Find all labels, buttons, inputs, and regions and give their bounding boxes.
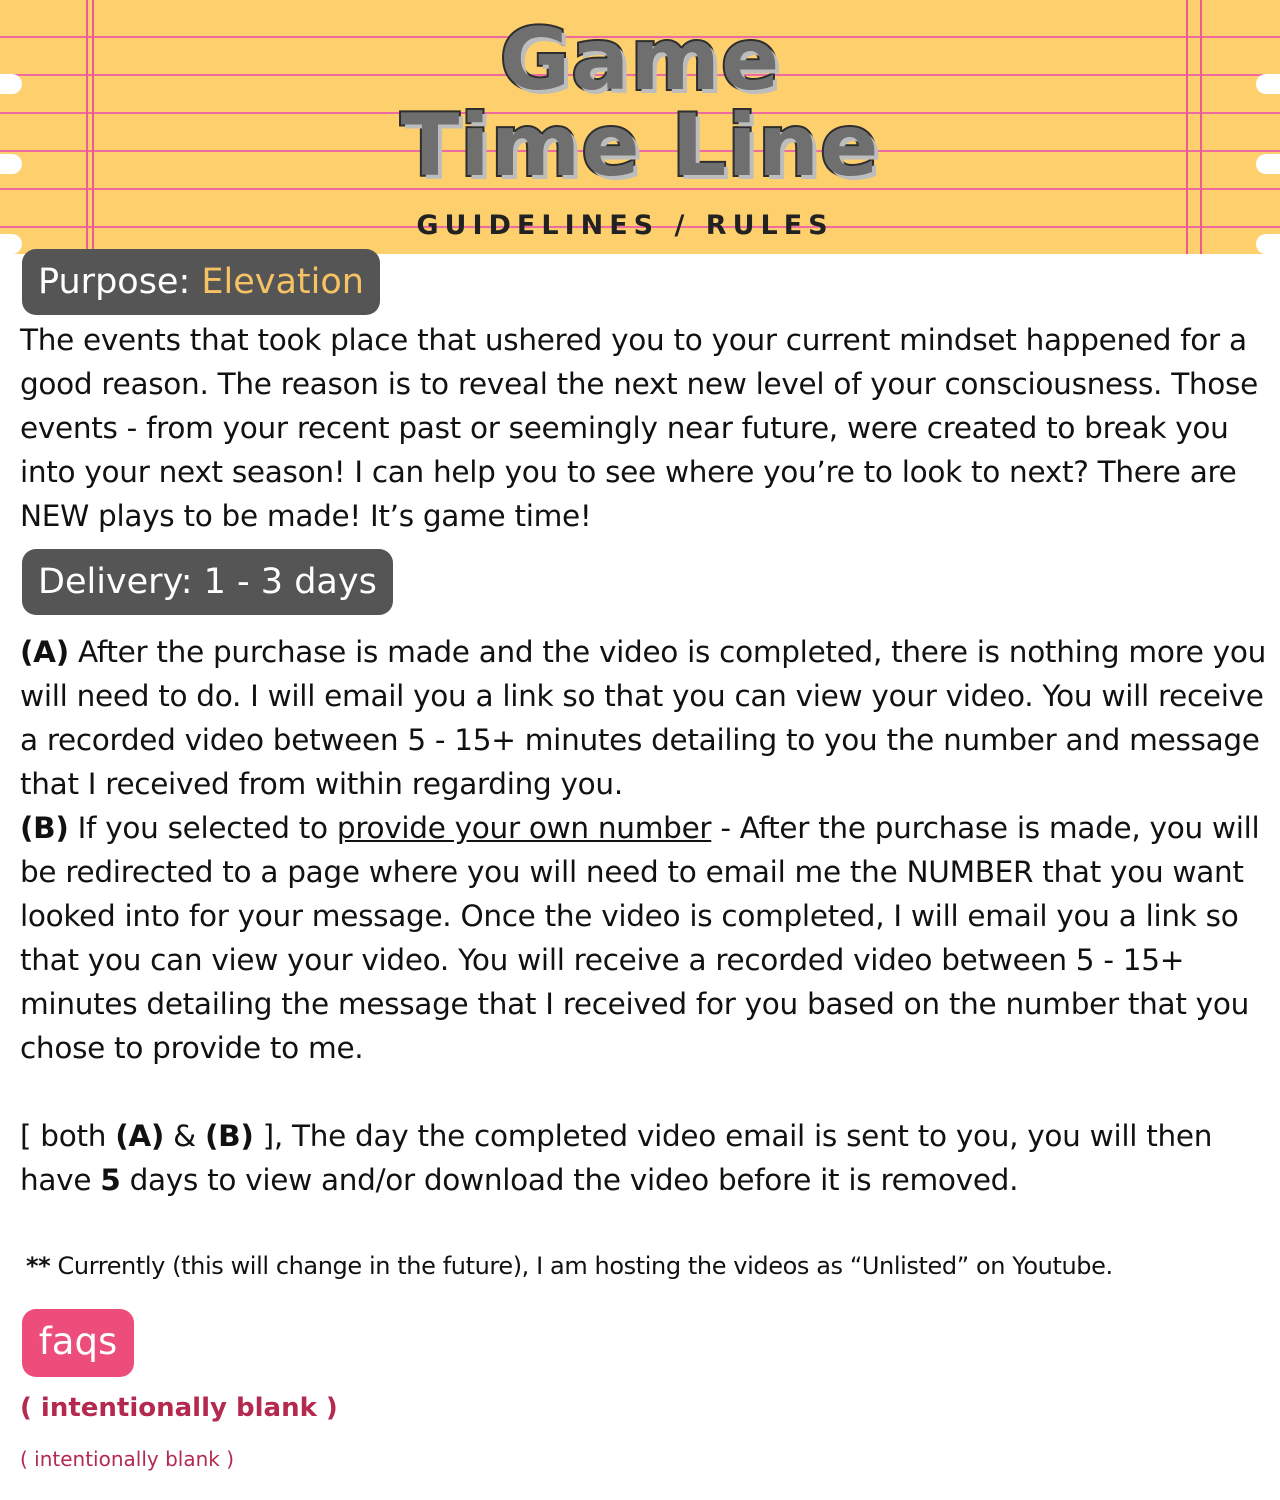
delivery-option-b <box>20 806 1270 1070</box>
note-stars: ** <box>26 1252 51 1280</box>
provide-number-link[interactable]: provide your own number <box>336 811 712 845</box>
option-b-text-after: - After the purchase is made, you will be redirected to a page where you will need to email me the NUMBER that you want looked into for your message. Once the video is completed, I will email you a link so that you can view your video. You will receive a recorded video between 5 - 15+ minutes detailing the message that I received for you based on the number that you chose to provide to me. <box>20 811 1260 1065</box>
faqs-blank-small: ( intentionally blank ) <box>20 1447 235 1471</box>
purpose-paragraph: The events that took place that ushered you to your current mindset happened for a good reason. The reason is to reveal the next new level of your consciousness. Those events - from your recent past or seemingly near future, were created to break you into your next season! I can help you to see where you’re to look to next? There are NEW plays to be made! It’s game time! <box>20 323 1258 533</box>
both-days: 5 <box>100 1163 121 1197</box>
purpose-label: Purpose: <box>38 262 202 302</box>
both-b-marker: (B) <box>204 1119 254 1153</box>
note-text: Currently (this will change in the future), I am hosting the videos as “Unlisted” on Youtube. <box>50 1252 1113 1280</box>
hosting-note <box>26 1248 1113 1284</box>
faqs-badge: faqs <box>22 1309 134 1377</box>
purpose-value: Elevation <box>201 262 364 302</box>
option-a-marker: (A) <box>20 635 69 669</box>
both-end: days to view and/or download the video before it is removed. <box>120 1163 1019 1197</box>
delivery-option-a <box>20 630 1270 806</box>
both-options-paragraph <box>20 1114 1270 1202</box>
purpose-badge <box>22 249 380 315</box>
faqs-blank-bold: ( intentionally blank ) <box>20 1393 338 1423</box>
binder-hole-icon <box>1256 234 1280 254</box>
delivery-badge: Delivery: 1 - 3 days <box>22 549 393 615</box>
header-banner <box>0 0 1280 254</box>
both-a-marker: (A) <box>115 1119 165 1153</box>
both-amp: & <box>164 1119 205 1153</box>
option-a-text: After the purchase is made and the video is completed, there is nothing more you will need to do. I will email you a link so that you can view your video. You will receive a recorded video between 5 - 15+ minutes detailing to you the number and message that I received from within regarding you. <box>20 635 1266 801</box>
page-title-game: Game <box>499 10 781 110</box>
both-text: ], The day the completed video email is sent to you, you will then have <box>20 1119 1213 1197</box>
option-b-marker: (B) <box>20 811 69 845</box>
page-title-timeline: Time Line <box>400 96 880 196</box>
option-b-text-before: If you selected to <box>68 811 337 845</box>
page-subtitle: GUIDELINES / RULES <box>416 210 834 241</box>
both-open: [ both <box>20 1119 116 1153</box>
